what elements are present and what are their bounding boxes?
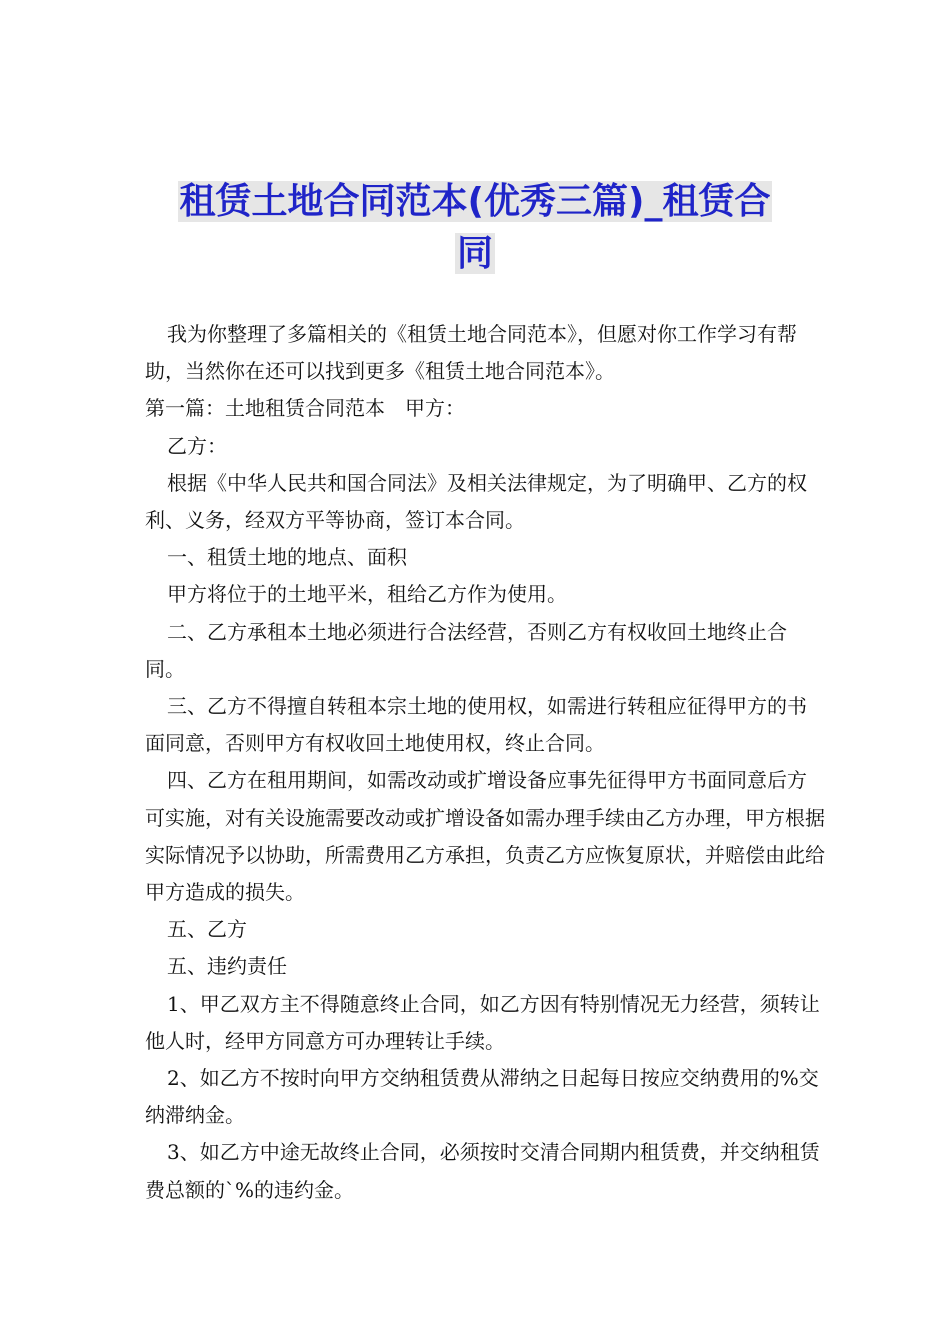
title-line-1: 租赁土地合同范本(优秀三篇)_租赁合 — [179, 181, 771, 222]
liability-item-1: 1、甲乙双方主不得随意终止合同，如乙方因有特别情况无力经营，须转让他人时，经甲方同意方可办理转让手续。 — [145, 991, 820, 1053]
clause-paragraph: 二、乙方承租本土地必须进行合法经营，否则乙方有权收回土地终止合同。 — [145, 619, 787, 681]
liability-item-2: 2、如乙方不按时向甲方交纳租赁费从滞纳之日起每日按应交纳费用的%交纳滞纳金。 — [145, 1066, 819, 1128]
clause-heading-5a: 五、乙方 — [167, 917, 247, 942]
preamble-paragraph: 根据《中华人民共和国合同法》及相关法律规定，为了明确甲、乙方的权利、义务，经双方平等协商，签订本合同。 — [145, 470, 807, 533]
clause-paragraph: 甲方将位于的土地平米，租给乙方作为使用。 — [167, 582, 567, 607]
party-b-line: 乙方： — [167, 433, 227, 458]
clause-heading-1: 一、租赁土地的地点、面积 — [167, 545, 407, 570]
clause-paragraph: 三、乙方不得擅自转租本宗土地的使用权，如需进行转租应征得甲方的书面同意，否则甲方有权收回土地使用权，终止合同。 — [145, 694, 807, 756]
title-line-2: 同 — [456, 233, 493, 274]
section-heading-part-one: 第一篇：土地租赁合同范本 甲方： — [145, 396, 465, 421]
clause-paragraph: 四、乙方在租用期间，如需改动或扩增设备应事先征得甲方书面同意后方可实施，对有关设施需要改动或扩增设备如需办理手续由乙方办理，甲方根据实际情况予以协助，所需费用乙方承担，负责乙方应恢复原状，并赔偿由此给甲方造成的损失。 — [145, 768, 825, 905]
document-body — [145, 316, 825, 1209]
liability-item-3: 3、如乙方中途无故终止合同，必须按时交清合同期内租赁费，并交纳租赁费总额的`%的违约金。 — [145, 1140, 820, 1202]
intro-paragraph: 我为你整理了多篇相关的《租赁土地合同范本》，但愿对你工作学习有帮助，当然你在还可以找到更多《租赁土地合同范本》。 — [145, 322, 797, 384]
clause-heading-5b: 五、违约责任 — [167, 954, 287, 979]
document-title — [100, 176, 850, 280]
